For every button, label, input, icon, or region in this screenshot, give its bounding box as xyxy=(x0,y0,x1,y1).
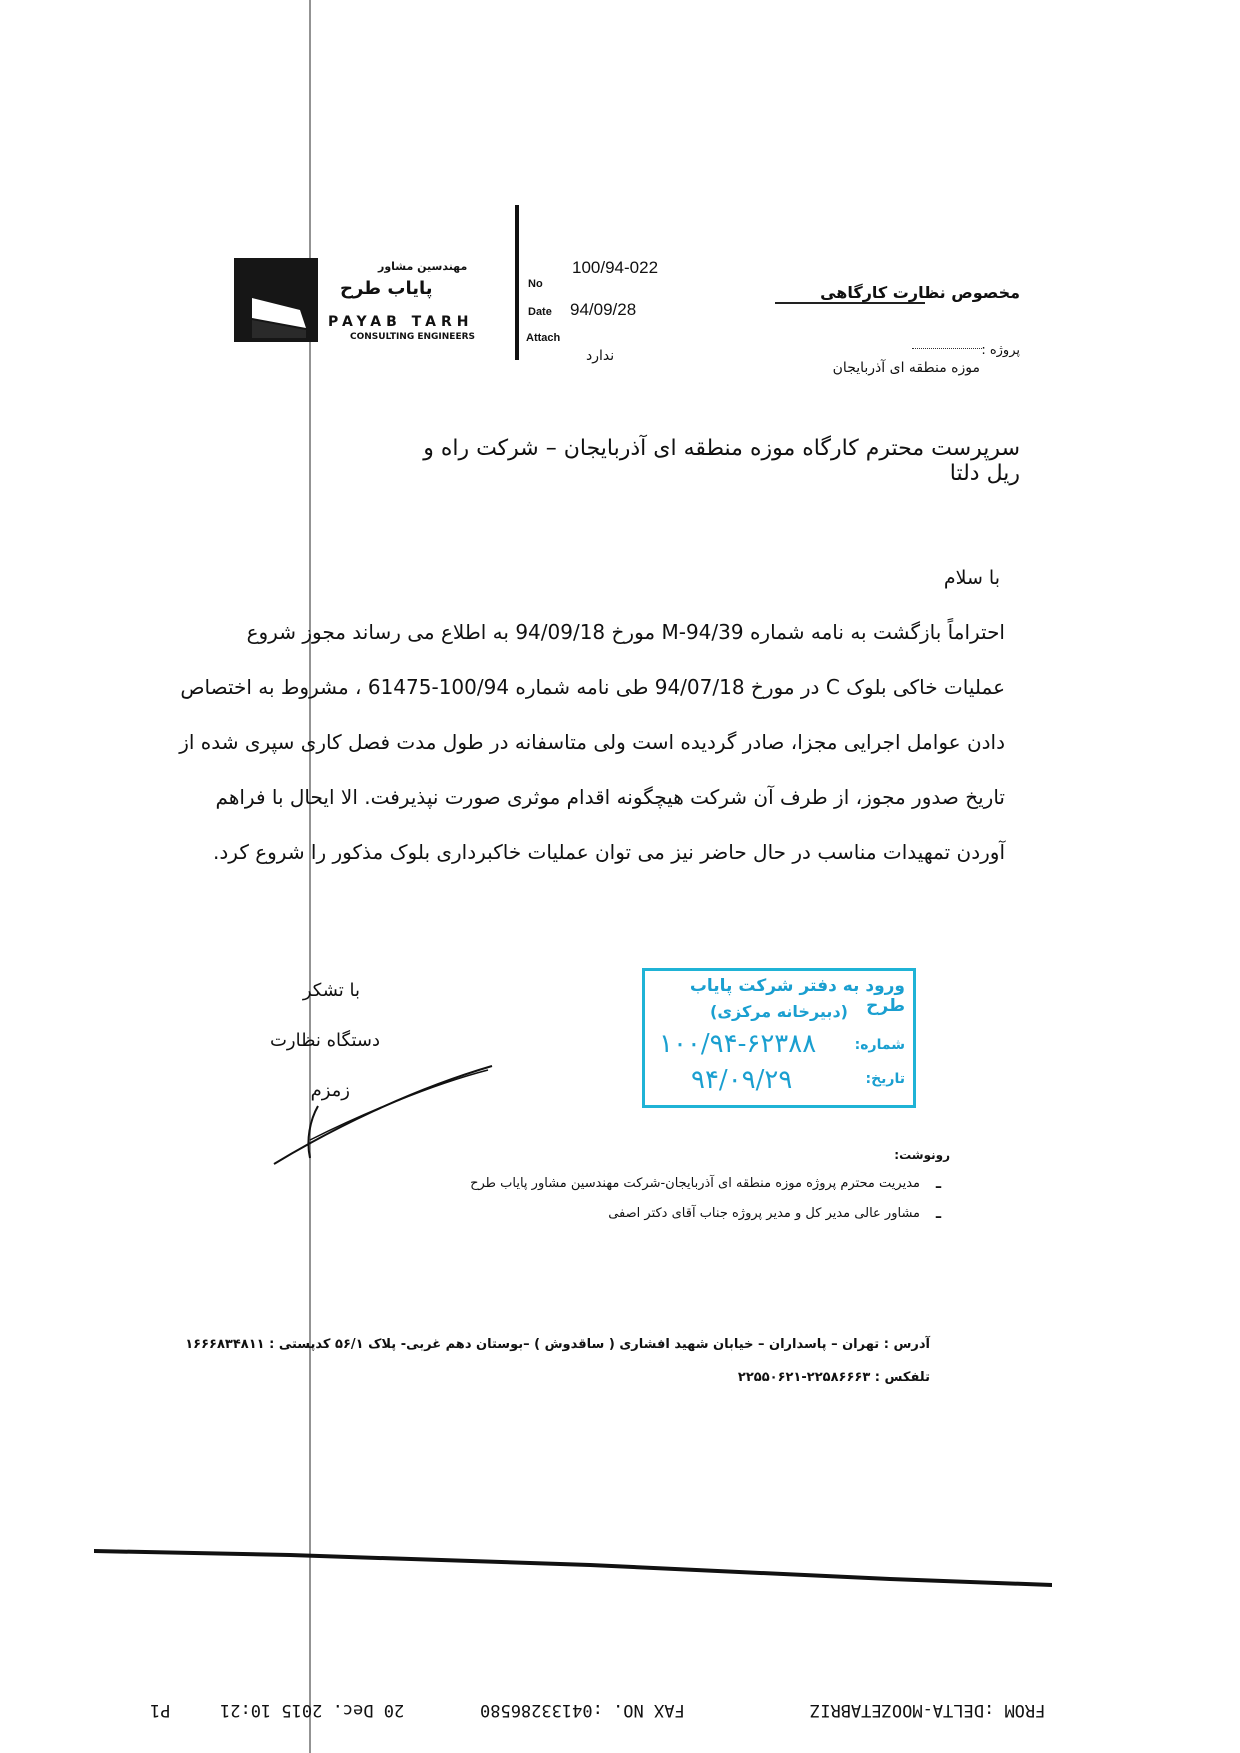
confidential-underline xyxy=(775,302,925,304)
recipient-line: سرپرست محترم کارگاه موزه منطقه ای آذربایجان – شرکت راه و ریل دلتا xyxy=(423,436,1020,486)
project-name: موزه منطقه ای آذربایجان xyxy=(832,360,980,376)
scan-edge-mark xyxy=(90,1535,1060,1595)
stamp-subtitle: (دبیرخانه مرکزی) xyxy=(710,1002,848,1021)
confidential-label: مخصوص نظارت کارگاهی xyxy=(820,283,1020,302)
cc-bullet: – xyxy=(935,1209,942,1225)
company-logo xyxy=(234,258,318,342)
footer-phone: تلفکس : ۲۲۵۸۶۶۶۳-۲۲۵۵۰۶۲۱ xyxy=(737,1370,930,1385)
header-divider xyxy=(515,205,519,360)
attach-label: Attach xyxy=(526,332,561,344)
no-label: No xyxy=(528,278,543,290)
attach-value: ندارد xyxy=(586,348,615,364)
body-line: عملیات خاکی بلوک C در مورخ 94/07/18 طی نامه شماره 100/94-61475 ، مشروط به اختصاص xyxy=(180,675,1005,699)
letter-number: 100/94-022 xyxy=(572,258,659,277)
cc-item: مشاور عالی مدیر کل و مدیر پروژه جناب آقای دکتر اصفی xyxy=(608,1206,920,1221)
company-name-fa: پایاب طرح xyxy=(340,278,433,299)
signer-department: دستگاه نظارت xyxy=(269,1030,380,1051)
stamp-title: ورود به دفتر شرکت پایاب طرح xyxy=(689,976,905,1016)
project-label: پروژه : xyxy=(981,343,1020,358)
date-label: Date xyxy=(528,306,552,318)
fax-page: P1 xyxy=(150,1700,171,1720)
company-subtitle-en: CONSULTING ENGINEERS xyxy=(350,332,476,342)
cc-label: رونوشت: xyxy=(894,1148,950,1162)
body-line: آوردن تمهیدات مناسب در حال حاضر نیز می توان عملیات خاکبرداری بلوک مذکور را شروع کرد. xyxy=(213,840,1005,864)
stamp-number: ۱۰۰/۹۴-۶۲۳۸۸ xyxy=(659,1029,817,1059)
greeting: با سلام xyxy=(943,567,1000,589)
footer-address: آدرس : تهران – پاسداران – خیابان شهید افشاری ( ساقدوش ) –بوستان دهم غربی- پلاک ۵۶/۱ کدپستی : ۱۶۶۶۸۳۴۸۱۱ xyxy=(185,1337,930,1352)
fax-datetime: 20 Dec. 2015 10:21 xyxy=(220,1700,405,1720)
body-line: دادن عوامل اجرایی مجزا، صادر گردیده است ولی متاسفانه در طول مدت فصل کاری سپری شده از xyxy=(179,730,1005,754)
fax-header-strip xyxy=(150,1700,1050,1724)
stamp-date-label: تاریخ: xyxy=(865,1071,905,1087)
company-name-small-fa: مهندسین مشاور xyxy=(378,260,468,273)
handwritten-signature xyxy=(270,1060,500,1170)
closing-thanks: با تشکر xyxy=(302,980,360,1001)
fax-from: FROM :DELTA-MOOZETABRIZ xyxy=(810,1700,1046,1720)
body-line: احتراماً بازگشت به نامه شماره M-94/39 مورخ 94/09/18 به اطلاع می رساند مجوز شروع xyxy=(246,620,1005,644)
project-dots xyxy=(912,340,982,349)
company-name-en: PAYAB TARH xyxy=(328,314,474,330)
cc-item: مدیریت محترم پروژه موزه منطقه ای آذربایجان-شرکت مهندسین مشاور پایاب طرح xyxy=(470,1176,920,1191)
letter-date: 94/09/28 xyxy=(570,300,637,319)
body-line: تاریخ صدور مجوز، از طرف آن شرکت هیچگونه اقدام موثری صورت نپذیرفت. الا ایحال با فراهم xyxy=(215,785,1005,809)
signer-name: زمزم xyxy=(310,1080,350,1101)
cc-bullet: – xyxy=(935,1179,942,1195)
stamp-number-label: شماره: xyxy=(854,1037,905,1053)
fax-number: FAX NO. :04133286580 xyxy=(480,1700,685,1720)
stamp-date: ۹۴/۰۹/۲۹ xyxy=(691,1065,793,1095)
received-stamp xyxy=(642,968,916,1108)
